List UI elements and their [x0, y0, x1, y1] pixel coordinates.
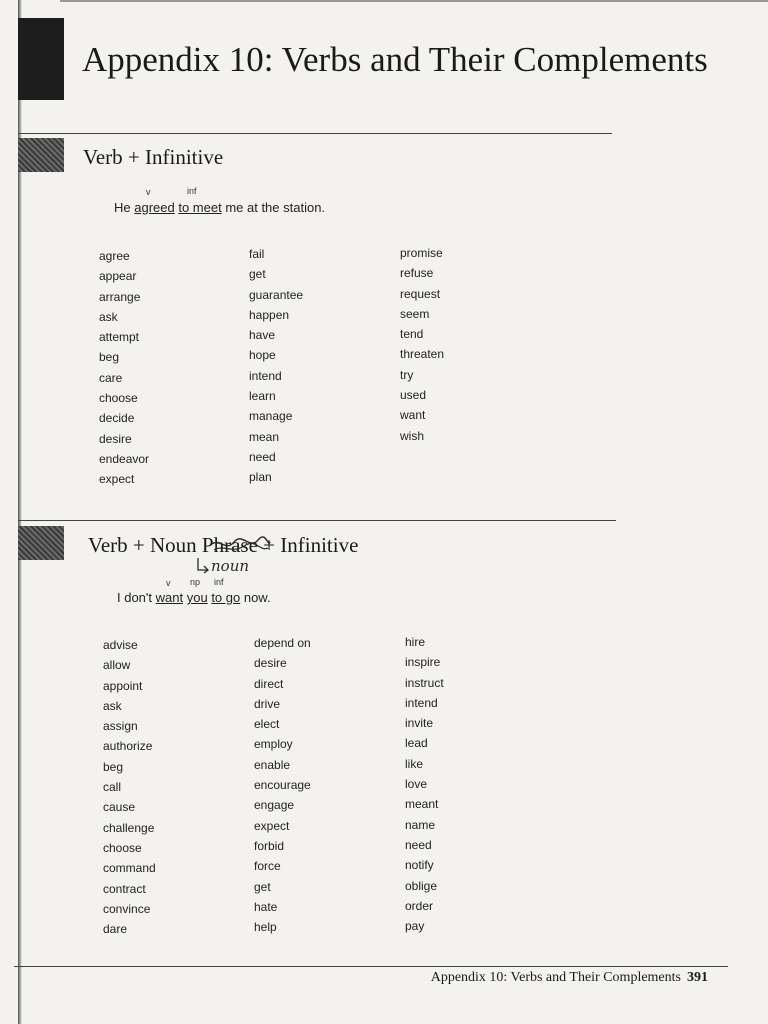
list-item: seem	[400, 306, 430, 321]
list-item: attempt	[99, 330, 140, 345]
list-item: intend	[249, 368, 282, 383]
list-item: desire	[99, 431, 132, 446]
list-item: need	[405, 837, 432, 852]
list-item: dare	[103, 922, 128, 937]
list-item: expect	[99, 472, 135, 487]
list-item: appoint	[103, 678, 143, 693]
list-item: promise	[400, 246, 443, 260]
list-item: guarantee	[249, 287, 304, 302]
page-edge	[60, 0, 768, 2]
list-item: oblige	[405, 878, 438, 893]
section-marker-tab	[18, 526, 64, 560]
verb-list-column-2	[254, 633, 311, 937]
verb-list-column-3	[405, 632, 444, 936]
list-item: ask	[103, 698, 122, 713]
list-item: plan	[249, 470, 272, 485]
list-item: choose	[99, 391, 138, 406]
example-text: now.	[240, 590, 271, 605]
list-item: request	[400, 286, 441, 301]
list-item: advise	[103, 638, 138, 652]
example-infinitive: to go	[211, 590, 241, 605]
list-item: enable	[254, 757, 291, 772]
handwritten-scribble	[210, 536, 272, 556]
list-item: tend	[400, 327, 424, 342]
list-item: choose	[103, 840, 142, 855]
example-infinitive: to meet	[178, 200, 222, 215]
handwritten-arrow-icon	[194, 556, 264, 576]
list-item: employ	[254, 737, 293, 752]
page-title: Appendix 10: Verbs and Their Complements	[82, 40, 708, 79]
list-item: challenge	[103, 820, 155, 835]
list-item: care	[99, 370, 123, 385]
list-item: fail	[249, 247, 265, 261]
section-marker-tab	[18, 138, 64, 172]
heading-text: + Infinitive	[257, 533, 359, 557]
list-item: endeavor	[99, 451, 150, 466]
page-number: 391	[687, 970, 708, 985]
list-item: appear	[99, 269, 137, 284]
footer-title: Appendix 10: Verbs and Their Complements	[430, 970, 681, 985]
list-item: intend	[405, 695, 438, 710]
verb-list-column-2	[249, 244, 303, 488]
list-item: wish	[400, 428, 425, 443]
list-item: refuse	[400, 266, 434, 281]
list-item: authorize	[103, 739, 153, 754]
list-item: hope	[249, 348, 276, 363]
annotation-verb: v	[166, 578, 171, 588]
list-item: drive	[254, 696, 281, 711]
example-text: He	[114, 200, 135, 215]
list-item: convince	[103, 901, 151, 916]
verb-list-column-3	[400, 243, 444, 446]
list-item: meant	[405, 797, 439, 812]
section-divider	[18, 520, 616, 521]
heading-struck-word: Phrase	[201, 533, 258, 557]
list-item: arrange	[99, 289, 141, 304]
list-item: want	[400, 408, 426, 423]
list-item: have	[249, 328, 276, 343]
section-divider	[18, 133, 612, 134]
example-sentence	[117, 590, 271, 605]
list-item: lead	[405, 736, 428, 751]
list-item: assign	[103, 719, 138, 734]
list-item: beg	[99, 350, 120, 365]
list-item: direct	[254, 676, 284, 691]
list-item: need	[249, 449, 276, 464]
verb-list-column-1	[99, 246, 149, 490]
list-item: inspire	[405, 655, 441, 670]
list-item: call	[103, 780, 122, 795]
annotation-infinitive: inf	[187, 186, 197, 196]
list-item: happen	[249, 307, 290, 322]
list-item: pay	[405, 919, 425, 934]
list-item: help	[254, 920, 277, 935]
list-item: hate	[254, 899, 278, 914]
annotation-noun-phrase: np	[190, 577, 201, 587]
list-item: engage	[254, 798, 295, 813]
title-marker-bar	[18, 18, 64, 100]
verb-list-column-1	[103, 635, 156, 939]
list-item: get	[249, 267, 266, 282]
list-item: depend on	[254, 636, 311, 650]
list-item: elect	[254, 717, 280, 732]
list-item: encourage	[254, 778, 311, 793]
list-item: manage	[249, 409, 293, 424]
list-item: decide	[99, 411, 135, 426]
list-item: hire	[405, 635, 426, 649]
list-item: order	[405, 898, 434, 913]
list-item: command	[103, 861, 156, 876]
example-verb: agreed	[134, 200, 175, 215]
list-item: agree	[99, 249, 130, 263]
list-item: ask	[99, 309, 118, 324]
example-noun-phrase: you	[186, 590, 208, 605]
list-item: expect	[254, 818, 290, 833]
list-item: notify	[405, 858, 434, 873]
list-item: used	[400, 388, 427, 403]
annotation-infinitive: inf	[214, 577, 224, 587]
list-item: instruct	[405, 675, 444, 690]
list-item: forbid	[254, 838, 285, 853]
list-item: invite	[405, 716, 434, 731]
list-item: love	[405, 777, 428, 792]
list-item: contract	[103, 881, 146, 896]
footer-divider	[14, 966, 728, 967]
list-item: cause	[103, 800, 136, 815]
list-item: learn	[249, 389, 276, 404]
list-item: beg	[103, 759, 124, 774]
annotation-verb: v	[146, 187, 151, 197]
list-item: name	[405, 817, 436, 832]
example-sentence	[114, 200, 325, 215]
list-item: desire	[254, 656, 287, 671]
example-text: me at the station.	[221, 200, 326, 215]
list-item: get	[254, 879, 271, 894]
list-item: like	[405, 756, 424, 771]
list-item: threaten	[400, 347, 445, 362]
example-verb: want	[155, 590, 184, 605]
example-text: I don't	[117, 590, 156, 605]
list-item: force	[254, 859, 281, 874]
handwritten-note: noun	[211, 557, 250, 575]
list-item: allow	[103, 658, 131, 673]
section-heading-verb-infinitive: Verb + Infinitive	[83, 145, 224, 169]
list-item: mean	[249, 429, 280, 444]
heading-text: Verb + Noun	[88, 533, 202, 557]
list-item: try	[400, 367, 414, 382]
page-footer	[431, 970, 708, 986]
